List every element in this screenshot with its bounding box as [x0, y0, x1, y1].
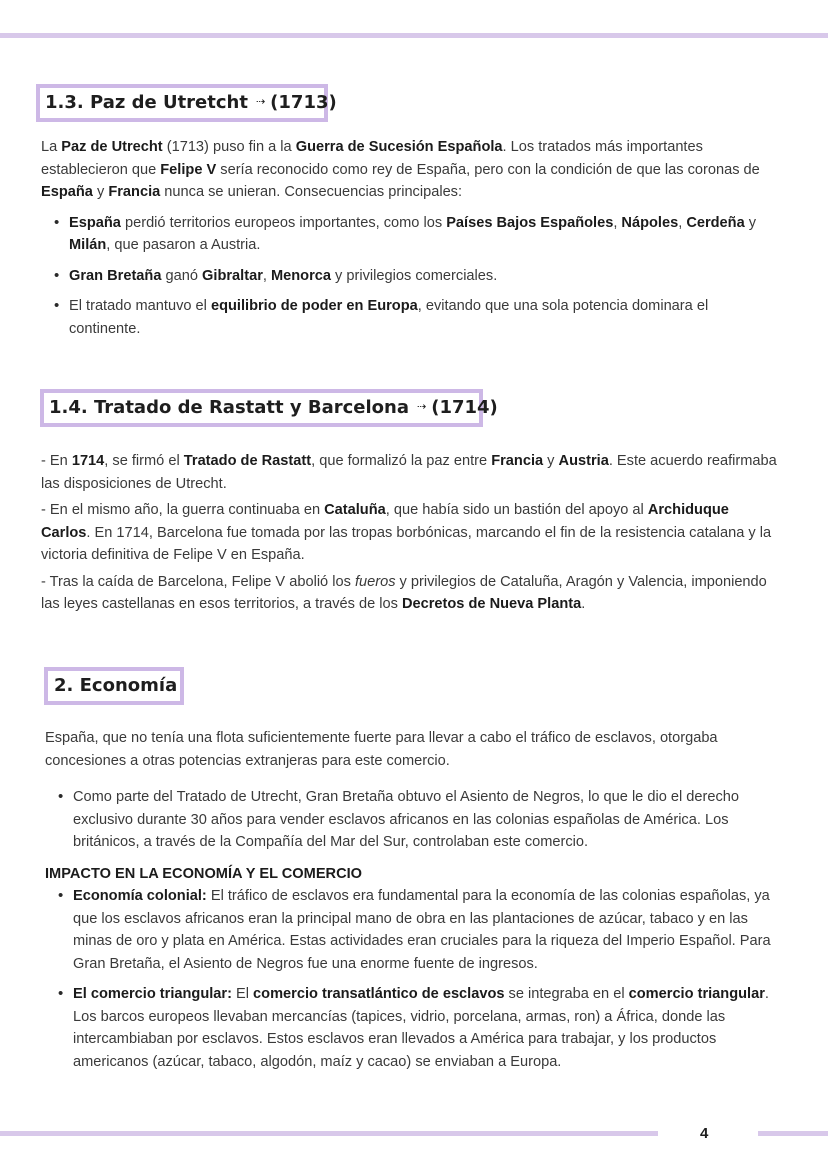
bottom-divider-left	[0, 1131, 658, 1136]
heading-year: (1714)	[431, 396, 498, 418]
section-heading-utrecht	[36, 84, 337, 122]
arrow-icon: ⇢	[417, 399, 426, 413]
bottom-divider-right	[758, 1131, 828, 1136]
utrecht-consequences-list	[41, 212, 781, 341]
utrecht-intro: La Paz de Utrecht (1713) puso fin a la Guerra de Sucesión Española. Los tratados más importantes establecieron que Felipe V sería reconocido como rey de España, pero con la condición de que las coronas de España y Francia nunca se unieran. Consecuencias principales:	[41, 139, 760, 200]
heading-title: 2. Economía	[54, 674, 178, 696]
heading-title: 1.4. Tratado de Rastatt y Barcelona	[49, 396, 410, 418]
rastatt-body	[41, 450, 781, 616]
list-item: • Como parte del Tratado de Utrecht, Gran Bretaña obtuvo el Asiento de Negros, lo que le dio el derecho exclusivo durante 30 años para vender esclavos africanos en las colonias españolas de América. Los británicos, a través de la Compañía del Mar del Sur, controlaban este comercio.	[45, 786, 785, 854]
paragraph: - En 1714, se firmó el Tratado de Rastatt, que formalizó la paz entre Francia y Austria. Este acuerdo reafirmaba las disposiciones de Utrecht.	[41, 453, 777, 492]
list-item: • Gran Bretaña ganó Gibraltar, Menorca y privilegios comerciales.	[41, 265, 781, 288]
paragraph: - Tras la caída de Barcelona, Felipe V abolió los fueros y privilegios de Cataluña, Aragón y Valencia, imponiendo las leyes castellanas en esos territorios, a través de los Decretos de Nueva Planta.	[41, 573, 767, 612]
utrecht-body	[41, 136, 781, 340]
list-item: • El tratado mantuvo el equilibrio de poder en Europa, evitando que una sola potencia dominara el continente.	[41, 295, 781, 340]
economia-body	[45, 727, 785, 1073]
heading-year: (1713)	[270, 91, 337, 113]
economia-list	[45, 786, 785, 854]
list-item: • Economía colonial: El tráfico de esclavos era fundamental para la economía de las colonias españolas, ya que los esclavos africanos eran la principal mano de obra en las plantaciones de azúcar, tabaco y en las minas de oro y plata en América. Estas actividades eran cruciales para la riqueza del Imperio Español. Para Gran Bretaña, el Asiento de Negros fue una enorme fuente de ingresos.	[45, 885, 785, 975]
list-item: • El comercio triangular: El comercio transatlántico de esclavos se integraba en el comercio triangular. Los barcos europeos llevaban mercancías (tapices, vidrio, porcelana, armas, ron) a África, donde las intercambiaban por esclavos. Estos esclavos eran llevados a América para trabajar, y los productos americanos (azúcar, tabaco, algodón, maíz y cacao) se enviaban a Europa.	[45, 983, 785, 1073]
economia-intro: España, que no tenía una flota suficientemente fuerte para llevar a cabo el tráfico de esclavos, otorgaba concesiones a otras potencias extranjeras para este comercio.	[45, 730, 718, 769]
impact-list	[45, 885, 785, 1073]
page-number: 4	[700, 1125, 709, 1142]
list-item: • España perdió territorios europeos importantes, como los Países Bajos Españoles, Nápoles, Cerdeña y Milán, que pasaron a Austria.	[41, 212, 781, 257]
top-divider	[0, 33, 828, 38]
paragraph: - En el mismo año, la guerra continuaba en Cataluña, que había sido un bastión del apoyo al Archiduque Carlos. En 1714, Barcelona fue tomada por las tropas borbónicas, marcando el fin de la resistencia catalana y la victoria definitiva de Felipe V en España.	[41, 502, 772, 563]
arrow-icon: ⇢	[255, 94, 265, 108]
section-heading-rastatt	[40, 389, 498, 427]
heading-title: 1.3. Paz de Utretcht	[45, 91, 248, 113]
section-heading-economia	[44, 667, 184, 705]
impact-subheading: IMPACTO EN LA ECONOMÍA Y EL COMERCIO	[45, 865, 363, 882]
